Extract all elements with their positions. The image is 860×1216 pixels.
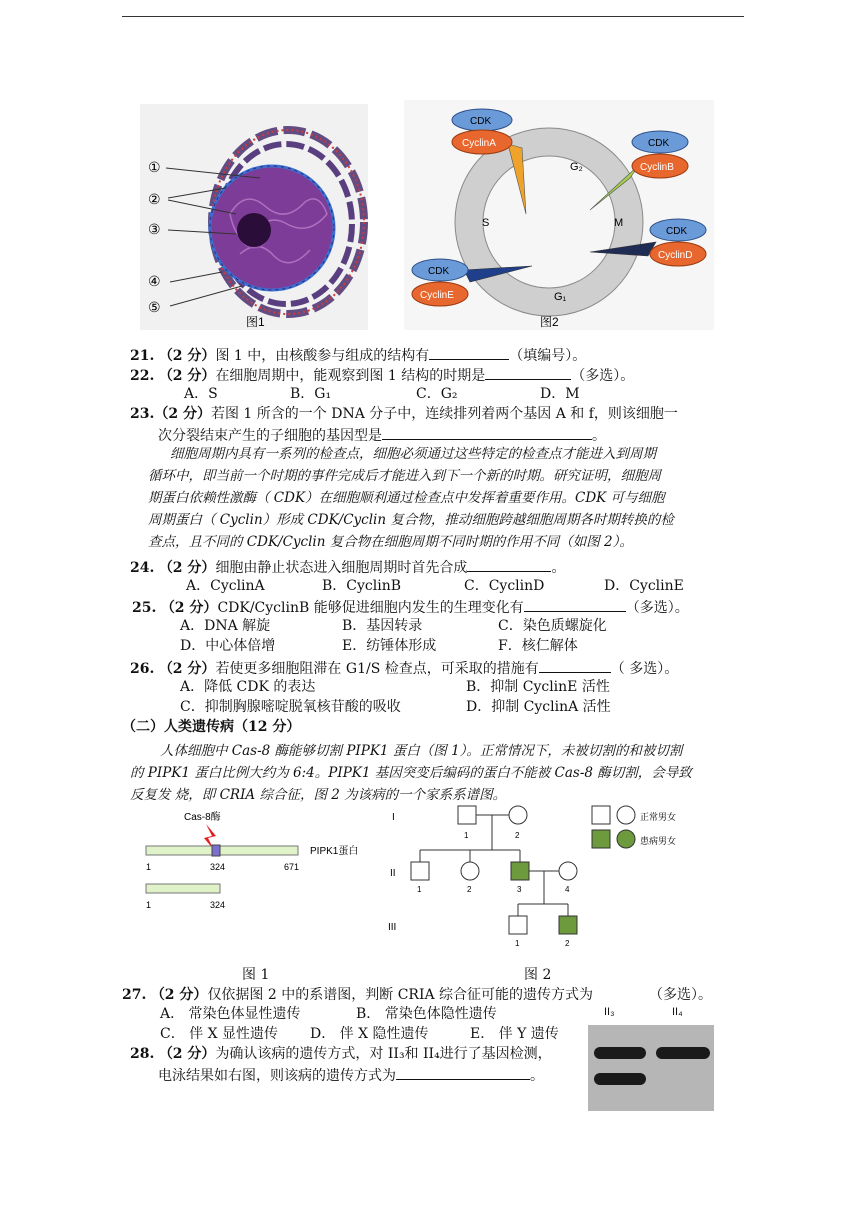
cdk-e-label: CDK [428,266,450,277]
q24-option-c: C．CyclinD [464,578,545,594]
q24-answer-blank[interactable] [467,557,551,572]
q23-after: 。 [592,428,606,444]
passage1-line-3: 期蛋白依赖性激酶（ CDK）在细胞顺利通过检查点中发挥着重要作用。CDK 可与细胞 [148,490,665,506]
marker-1: ① [148,159,161,175]
q24-option-b: B．CyclinB [322,578,402,594]
q21-number: 21. [130,348,155,364]
passage1-line-4: 周期蛋白（ Cyclin）形成 CDK/Cyclin 复合物，推动细胞跨越细胞周期各时期转换的检 [148,512,674,528]
question-24 [130,557,565,577]
q25-option-c: C．染色质螺旋化 [498,618,607,634]
marker-2: ② [148,191,161,207]
fig1-caption: 图1 [246,315,265,329]
marker-4: ④ [148,273,161,289]
q26-option-c: C．抑制胸腺嘧啶脱氧核苷酸的吸收 [180,699,401,715]
gen-I: I [392,812,395,823]
q26-option-d: D．抑制 CyclinA 活性 [466,699,611,715]
q28-answer-blank[interactable] [396,1065,530,1080]
q27-option-e: E． 伴 Y 遗传 [470,1026,559,1042]
q23-text: 若图 1 所含的一个 DNA 分子中，连续排列着两个基因 A 和 f，则该细胞一 [210,406,678,422]
figure-protein [140,808,370,928]
q22-score: （2 分） [158,368,216,384]
q28-text: 为确认该病的遗传方式，对 II₃和 II₄进行了基因检测， [215,1046,552,1062]
gel-label-II4: II₄ [672,1006,683,1018]
q28-score: （2 分） [158,1046,216,1062]
gel-label-II3: II₃ [604,1006,615,1018]
cyclin-d-label: CyclinD [658,250,693,261]
q24-option-d: D．CyclinE [604,578,684,594]
tick2-1: 1 [146,900,152,910]
question-23 [130,405,678,423]
legend-normal: 正常男女 [640,812,677,822]
id-II2: 2 [467,885,472,894]
id-II3: 3 [517,885,522,894]
phase-m: M [614,217,624,229]
q25-score: （2 分） [160,600,218,616]
passage1-line-1: 细胞周期内具有一系列的检查点，细胞必须通过这些特定的检查点才能进入到周期 [170,446,656,462]
q26-score: （2 分） [158,661,216,677]
protein-diagram [140,808,370,928]
phase-g1: G₁ [554,291,567,303]
id-III1: 1 [515,939,520,948]
gel-image [588,1025,714,1111]
q22-answer-blank[interactable] [485,365,571,380]
q25-option-e: E．纺锤体形成 [342,638,437,654]
q24-after: 。 [551,560,566,576]
q26-option-b: B．抑制 CyclinE 活性 [466,679,610,695]
q21-text: 图 1 中，由核酸参与组成的结构有 [215,348,430,364]
q22-option-a: A．S [184,386,218,402]
q22-number: 22. [130,368,155,384]
q23-answer-blank[interactable] [382,425,592,440]
q27-score: （2 分） [150,987,208,1003]
q26-option-a: A．降低 CDK 的表达 [180,679,316,695]
cell-diagram [140,104,368,330]
tick-1: 1 [146,862,152,872]
figure-cell-cycle [404,100,714,330]
q22-option-b: B．G₁ [290,386,332,402]
q23-text2: 次分裂结束产生的子细胞的基因型是 [158,428,382,444]
question-28 [130,1045,552,1063]
q25-text: CDK/CyclinB 能够促进细胞内发生的生理变化有 [217,600,524,616]
q24-text: 细胞由静止状态进入细胞周期时首先合成 [215,560,468,576]
cyclin-b-label: CyclinB [640,162,674,173]
cdk-b-label: CDK [648,138,670,149]
question-27 [122,986,712,1004]
q24-option-a: A．CyclinA [186,578,265,594]
fig1-bottom-caption: 图 1 [242,967,270,983]
question-23-line2 [158,425,606,445]
marker-3: ③ [148,221,161,237]
phase-s: S [482,217,490,229]
gen-III: III [388,922,397,933]
q27-after: （多选）。 [649,987,713,1003]
figure-cell [140,104,368,330]
header-rule [122,16,744,17]
gen-II: II [390,868,396,879]
passage1-line-5: 查点，且不同的 CDK/Cyclin 复合物在细胞周期不同时期的作用不同（如图 2）。 [148,534,633,550]
question-21 [130,345,586,365]
fig2-bottom-caption: 图 2 [524,967,552,983]
legend-affected: 患病男女 [640,836,677,846]
fig2-caption: 图2 [540,315,559,329]
section-title: （二）人类遗传病（12 分） [122,719,301,735]
q22-option-c: C．G₂ [416,386,458,402]
q22-after: （多选）。 [571,368,635,384]
q28-text2: 电泳结果如右图，则该病的遗传方式为 [158,1068,396,1084]
q21-answer-blank[interactable] [429,345,509,360]
protein-label: PIPK1蛋白 [310,846,359,857]
passage2-line-3: 反复发 烧，即 CRIA 综合征，图 2 为该病的一个家系系谱图。 [130,787,507,803]
q25-answer-blank[interactable] [524,597,626,612]
tick-324: 324 [210,862,226,872]
q24-score: （2 分） [158,560,216,576]
q21-after: （填编号）。 [509,348,587,364]
q28-after: 。 [530,1068,544,1084]
cdk-d-label: CDK [666,226,688,237]
passage2-line-2: 的 PIPK1 蛋白比例大约为 6:4。PIPK1 基因突变后编码的蛋白不能被 Cas-8 酶切割，会导致 [130,765,692,781]
q22-text: 在细胞周期中，能观察到图 1 结构的时期是 [215,368,486,384]
q27-option-c: C． 伴 X 显性遗传 [160,1026,279,1042]
q26-number: 26. [130,661,155,677]
id-I1: 1 [464,831,469,840]
cdk-a-label: CDK [470,116,492,127]
question-26 [130,658,678,678]
q27-text: 仅依据图 2 中的系谱图，判断 CRIA 综合征可能的遗传方式为 [207,987,594,1003]
q23-number: 23. [130,406,155,422]
q26-text: 若使更多细胞阻滞在 G1/S 检查点，可采取的措施有 [215,661,539,677]
enzyme-label: Cas-8酶 [184,812,221,823]
q25-option-a: A．DNA 解旋 [180,618,271,634]
q25-number: 25. [132,600,157,616]
id-II1: 1 [417,885,422,894]
cyclin-e-label: CyclinE [420,290,454,301]
id-II4: 4 [565,885,570,894]
q23-score: （2 分） [154,406,211,422]
q28-number: 28. [130,1046,155,1062]
q27-option-d: D． 伴 X 隐性遗传 [310,1026,429,1042]
tick-671: 671 [284,862,300,872]
q25-option-d: D．中心体倍增 [180,638,276,654]
q27-option-a: A． 常染色体显性遗传 [160,1006,301,1022]
q27-option-b: B． 常染色体隐性遗传 [356,1006,497,1022]
pedigree-diagram [386,800,706,952]
gel-electrophoresis [588,1025,714,1111]
phase-g2: G₂ [570,161,583,173]
question-25 [132,597,689,617]
q27-number: 27. [122,987,147,1003]
marker-5: ⑤ [148,299,161,315]
tick2-324: 324 [210,900,226,910]
id-I2: 2 [515,831,520,840]
q26-after: （ 多选）。 [610,661,679,677]
cell-cycle-diagram [404,100,714,330]
q25-after: （多选）。 [625,600,689,616]
id-III2: 2 [565,939,570,948]
passage1-line-2: 循环中，即当前一个时期的事件完成后才能进入到下一个新的时期。研究证明，细胞周 [148,468,661,484]
q24-number: 24. [130,560,155,576]
passage2-line-1: 人体细胞中 Cas-8 酶能够切割 PIPK1 蛋白（图 1）。正常情况下，未被切割的和被切割 [160,743,683,759]
q22-option-d: D．M [540,386,580,402]
q21-score: （2 分） [158,348,216,364]
cyclin-a-label: CyclinA [462,138,496,149]
question-28-line2 [158,1065,544,1085]
q25-option-f: F．核仁解体 [498,638,578,654]
figure-pedigree [386,800,706,952]
q26-answer-blank[interactable] [539,658,611,673]
question-22 [130,365,634,385]
q25-option-b: B．基因转录 [342,618,423,634]
